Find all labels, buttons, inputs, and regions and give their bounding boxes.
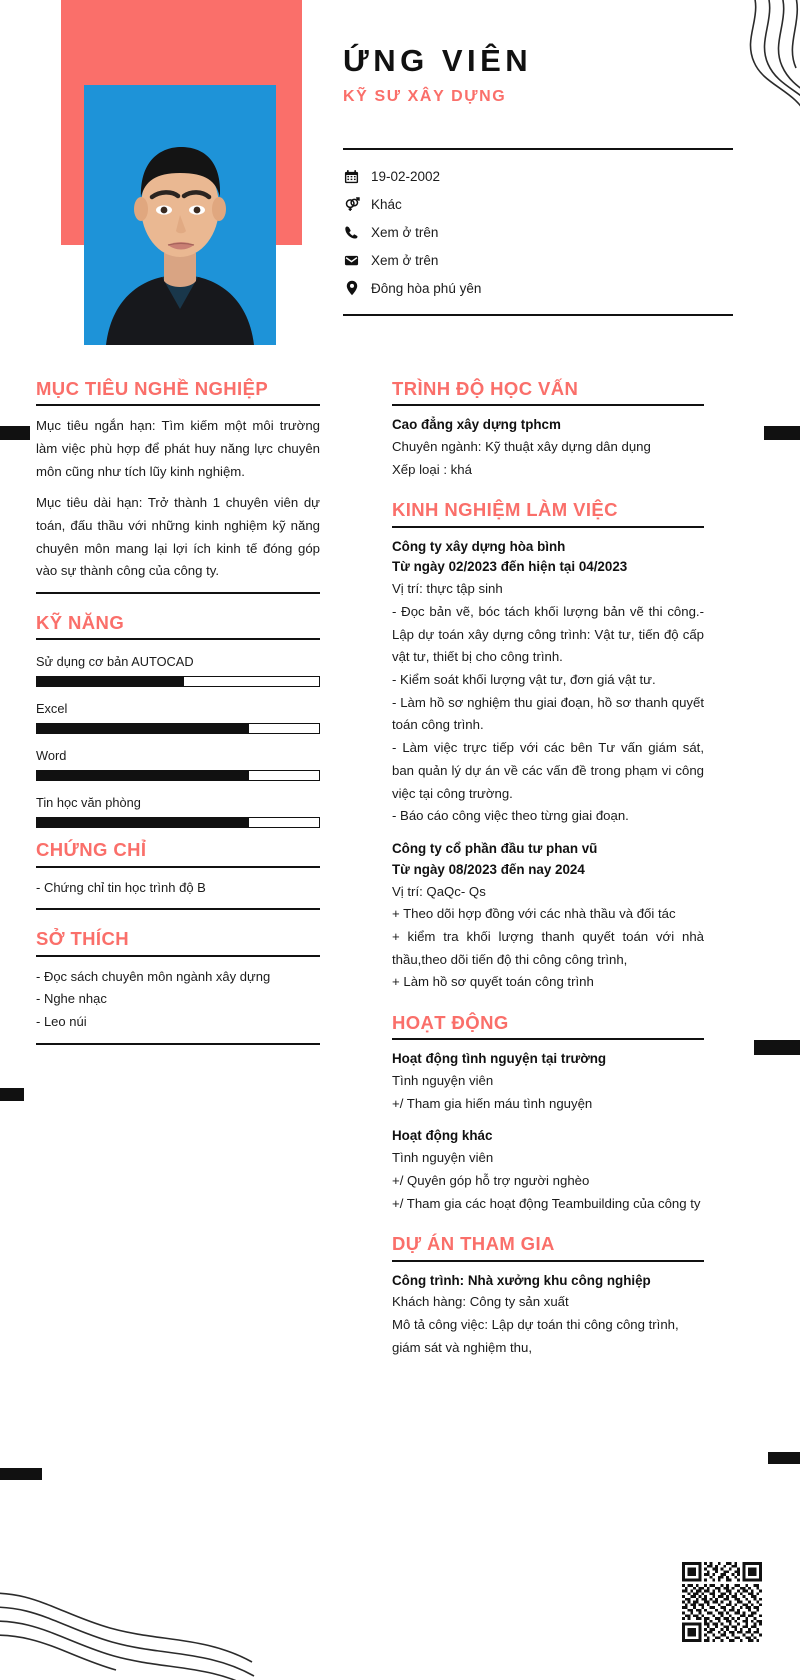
accent-bar-left-1 [0, 426, 30, 440]
project-name: Công trình: Nhà xưởng khu công nghiệp [392, 1272, 651, 1288]
job-position: Vị trí: thực tập sinh [392, 581, 503, 597]
section-title-objective: MỤC TIÊU NGHỀ NGHIỆP [36, 378, 269, 399]
section-experience [392, 499, 704, 994]
skill-bar-fill [37, 818, 249, 827]
activity-line: +/ Quyên góp hỗ trợ người nghèo [392, 1172, 590, 1188]
activity-line: +/ Tham gia các hoạt động Teambuilding của công ty [392, 1195, 701, 1211]
divider [36, 1043, 320, 1045]
contact-row-address [343, 274, 733, 302]
left-column [36, 378, 320, 1045]
skill-item [36, 701, 320, 734]
section-title-experience: KINH NGHIỆM LÀM VIỆC [392, 499, 618, 521]
job-duty: - Làm hồ sơ nghiệm thu giai đoạn, hồ sơ thanh quyết toán công trình. [392, 694, 704, 733]
accent-bar-right-2 [754, 1040, 800, 1055]
page-title: ỨNG VIÊN [343, 43, 533, 78]
candidate-photo [84, 85, 276, 345]
education-major: Chuyên ngành: Kỹ thuật xây dựng dân dụng [392, 439, 651, 455]
activity-heading: Hoạt động khác [392, 1128, 493, 1144]
objective-paragraph-1: Mục tiêu ngắn hạn: Tìm kiếm một môi trường làm việc phù hợp để phát huy năng lực chuyên môn cũng như tích lũy kinh nghiệm. [36, 418, 320, 479]
job-duty: - Làm việc trực tiếp với các bên Tư vấn giám sát, ban quản lý dự án về các vấn đề trong phạm vi công việc tại công trường. [392, 740, 704, 801]
job-position: Vị trí: QaQc- Qs [392, 883, 486, 899]
activity-heading: Hoạt động tình nguyện tại trường [392, 1051, 607, 1067]
objective-paragraph-2: Mục tiêu dài hạn: Trở thành 1 chuyên viên dự toán, đấu thầu với những kinh nghiệm kỹ năng chuyên môn mang lại lợi ích kinh tế đóng góp vào sự thành công của công ty. [36, 495, 320, 579]
hobby-item: - Đọc sách chuyên môn ngành xây dựng [36, 968, 271, 984]
contact-block [343, 148, 733, 316]
skill-label: Sử dụng cơ bản AUTOCAD [36, 654, 194, 670]
contact-value-phone: Xem ở trên [371, 224, 439, 240]
skill-label: Excel [36, 701, 68, 717]
contact-row-birthdate [343, 162, 733, 190]
skill-bar [36, 723, 320, 734]
job-period: Từ ngày 08/2023 đến nay 2024 [392, 861, 585, 877]
accent-bar-left-3 [0, 1468, 42, 1480]
job-duty: - Báo cáo công việc theo từng giai đoạn. [392, 808, 629, 824]
section-title-education: TRÌNH ĐỘ HỌC VẤN [392, 378, 579, 399]
skill-bar [36, 770, 320, 781]
contact-row-email[interactable] [343, 246, 733, 274]
education-school: Cao đẳng xây dựng tphcm [392, 417, 561, 433]
project-description: Mô tả công việc: Lập dự toán thi công công trình, giám sát và nghiệm thu, [392, 1317, 679, 1355]
qr-code[interactable] [682, 1562, 762, 1642]
section-activities [392, 1012, 704, 1215]
hobby-item: - Leo núi [36, 1014, 87, 1030]
section-title-skills: KỸ NĂNG [36, 612, 125, 634]
contact-value-email: Xem ở trên [371, 252, 439, 268]
section-title-hobbies: SỞ THÍCH [36, 928, 129, 950]
skill-label: Tin học văn phòng [36, 795, 141, 811]
email-icon [343, 253, 360, 268]
contact-value-address: Đông hòa phú yên [371, 280, 482, 296]
phone-icon [343, 225, 360, 240]
gender-icon [343, 196, 360, 212]
skill-item [36, 748, 320, 781]
activity-role: Tình nguyện viên [392, 1073, 494, 1089]
job-company: Công ty xây dựng hòa bình [392, 538, 566, 554]
accent-bar-right-1 [764, 426, 800, 440]
job-duty: - Đọc bản vẽ, bóc tách khối lượng bản vẽ thi công.- Lập dự toán xây dựng công trình: Vật tư, tiến độ cấp vật tư, thiết bị cho công trình. [392, 603, 704, 665]
skill-bar [36, 676, 320, 687]
section-title-projects: DỰ ÁN THAM GIA [392, 1233, 555, 1255]
contact-row-phone[interactable] [343, 218, 733, 246]
job-period: Từ ngày 02/2023 đến hiện tại 04/2023 [392, 559, 628, 575]
skill-label: Word [36, 748, 67, 764]
project-client: Khách hàng: Công ty sản xuất [392, 1294, 569, 1310]
location-icon [343, 280, 360, 296]
header-text [343, 44, 733, 106]
section-skills [36, 612, 320, 828]
right-column [392, 378, 704, 1359]
job-duty: + Theo dõi hợp đồng với các nhà thầu và đối tác [392, 906, 676, 922]
contact-value-birthdate: 19-02-2002 [371, 168, 441, 184]
divider [36, 638, 320, 640]
activity-line: +/ Tham gia hiến máu tình nguyện [392, 1095, 593, 1111]
job-duty: + Làm hồ sơ quyết toán công trình [392, 974, 594, 990]
activity-role: Tình nguyện viên [392, 1150, 494, 1166]
skill-bar-fill [37, 677, 184, 686]
section-projects [392, 1233, 704, 1359]
section-title-certificates: CHỨNG CHỈ [36, 839, 147, 861]
job-duty: + kiểm tra khối lượng thanh quyết toán với nhà thầu,theo dõi tiến độ thi công công trình, [392, 928, 704, 967]
job-duty: - Kiểm soát khối lượng vật tư, đơn giá vật tư. [392, 672, 656, 688]
section-hobbies [36, 928, 320, 1045]
section-title-activities: HOẠT ĐỘNG [392, 1012, 509, 1034]
skill-bar [36, 817, 320, 828]
section-objective [36, 378, 320, 594]
skill-item [36, 795, 320, 828]
accent-bar-left-2 [0, 1088, 24, 1101]
accent-bar-right-3 [768, 1452, 800, 1464]
experience-job [392, 839, 704, 994]
job-company: Công ty cổ phần đầu tư phan vũ [392, 840, 598, 856]
skill-item [36, 654, 320, 687]
contact-row-gender [343, 190, 733, 218]
section-certificates [36, 839, 320, 910]
job-title: KỸ SƯ XÂY DỰNG [343, 88, 507, 106]
certificate-item: - Chứng chỉ tin học trình độ B [36, 879, 206, 895]
skill-bar-fill [37, 724, 249, 733]
calendar-icon [343, 169, 360, 184]
education-grade: Xếp loại : khá [392, 461, 472, 477]
activity-group [392, 1040, 704, 1115]
contact-value-gender: Khác [371, 196, 402, 212]
wave-decoration-bottom-left [0, 1566, 290, 1680]
activity-group [392, 1126, 704, 1215]
hobby-item: - Nghe nhạc [36, 991, 107, 1007]
section-education [392, 378, 704, 481]
skill-bar-fill [37, 771, 249, 780]
experience-job [392, 528, 704, 828]
